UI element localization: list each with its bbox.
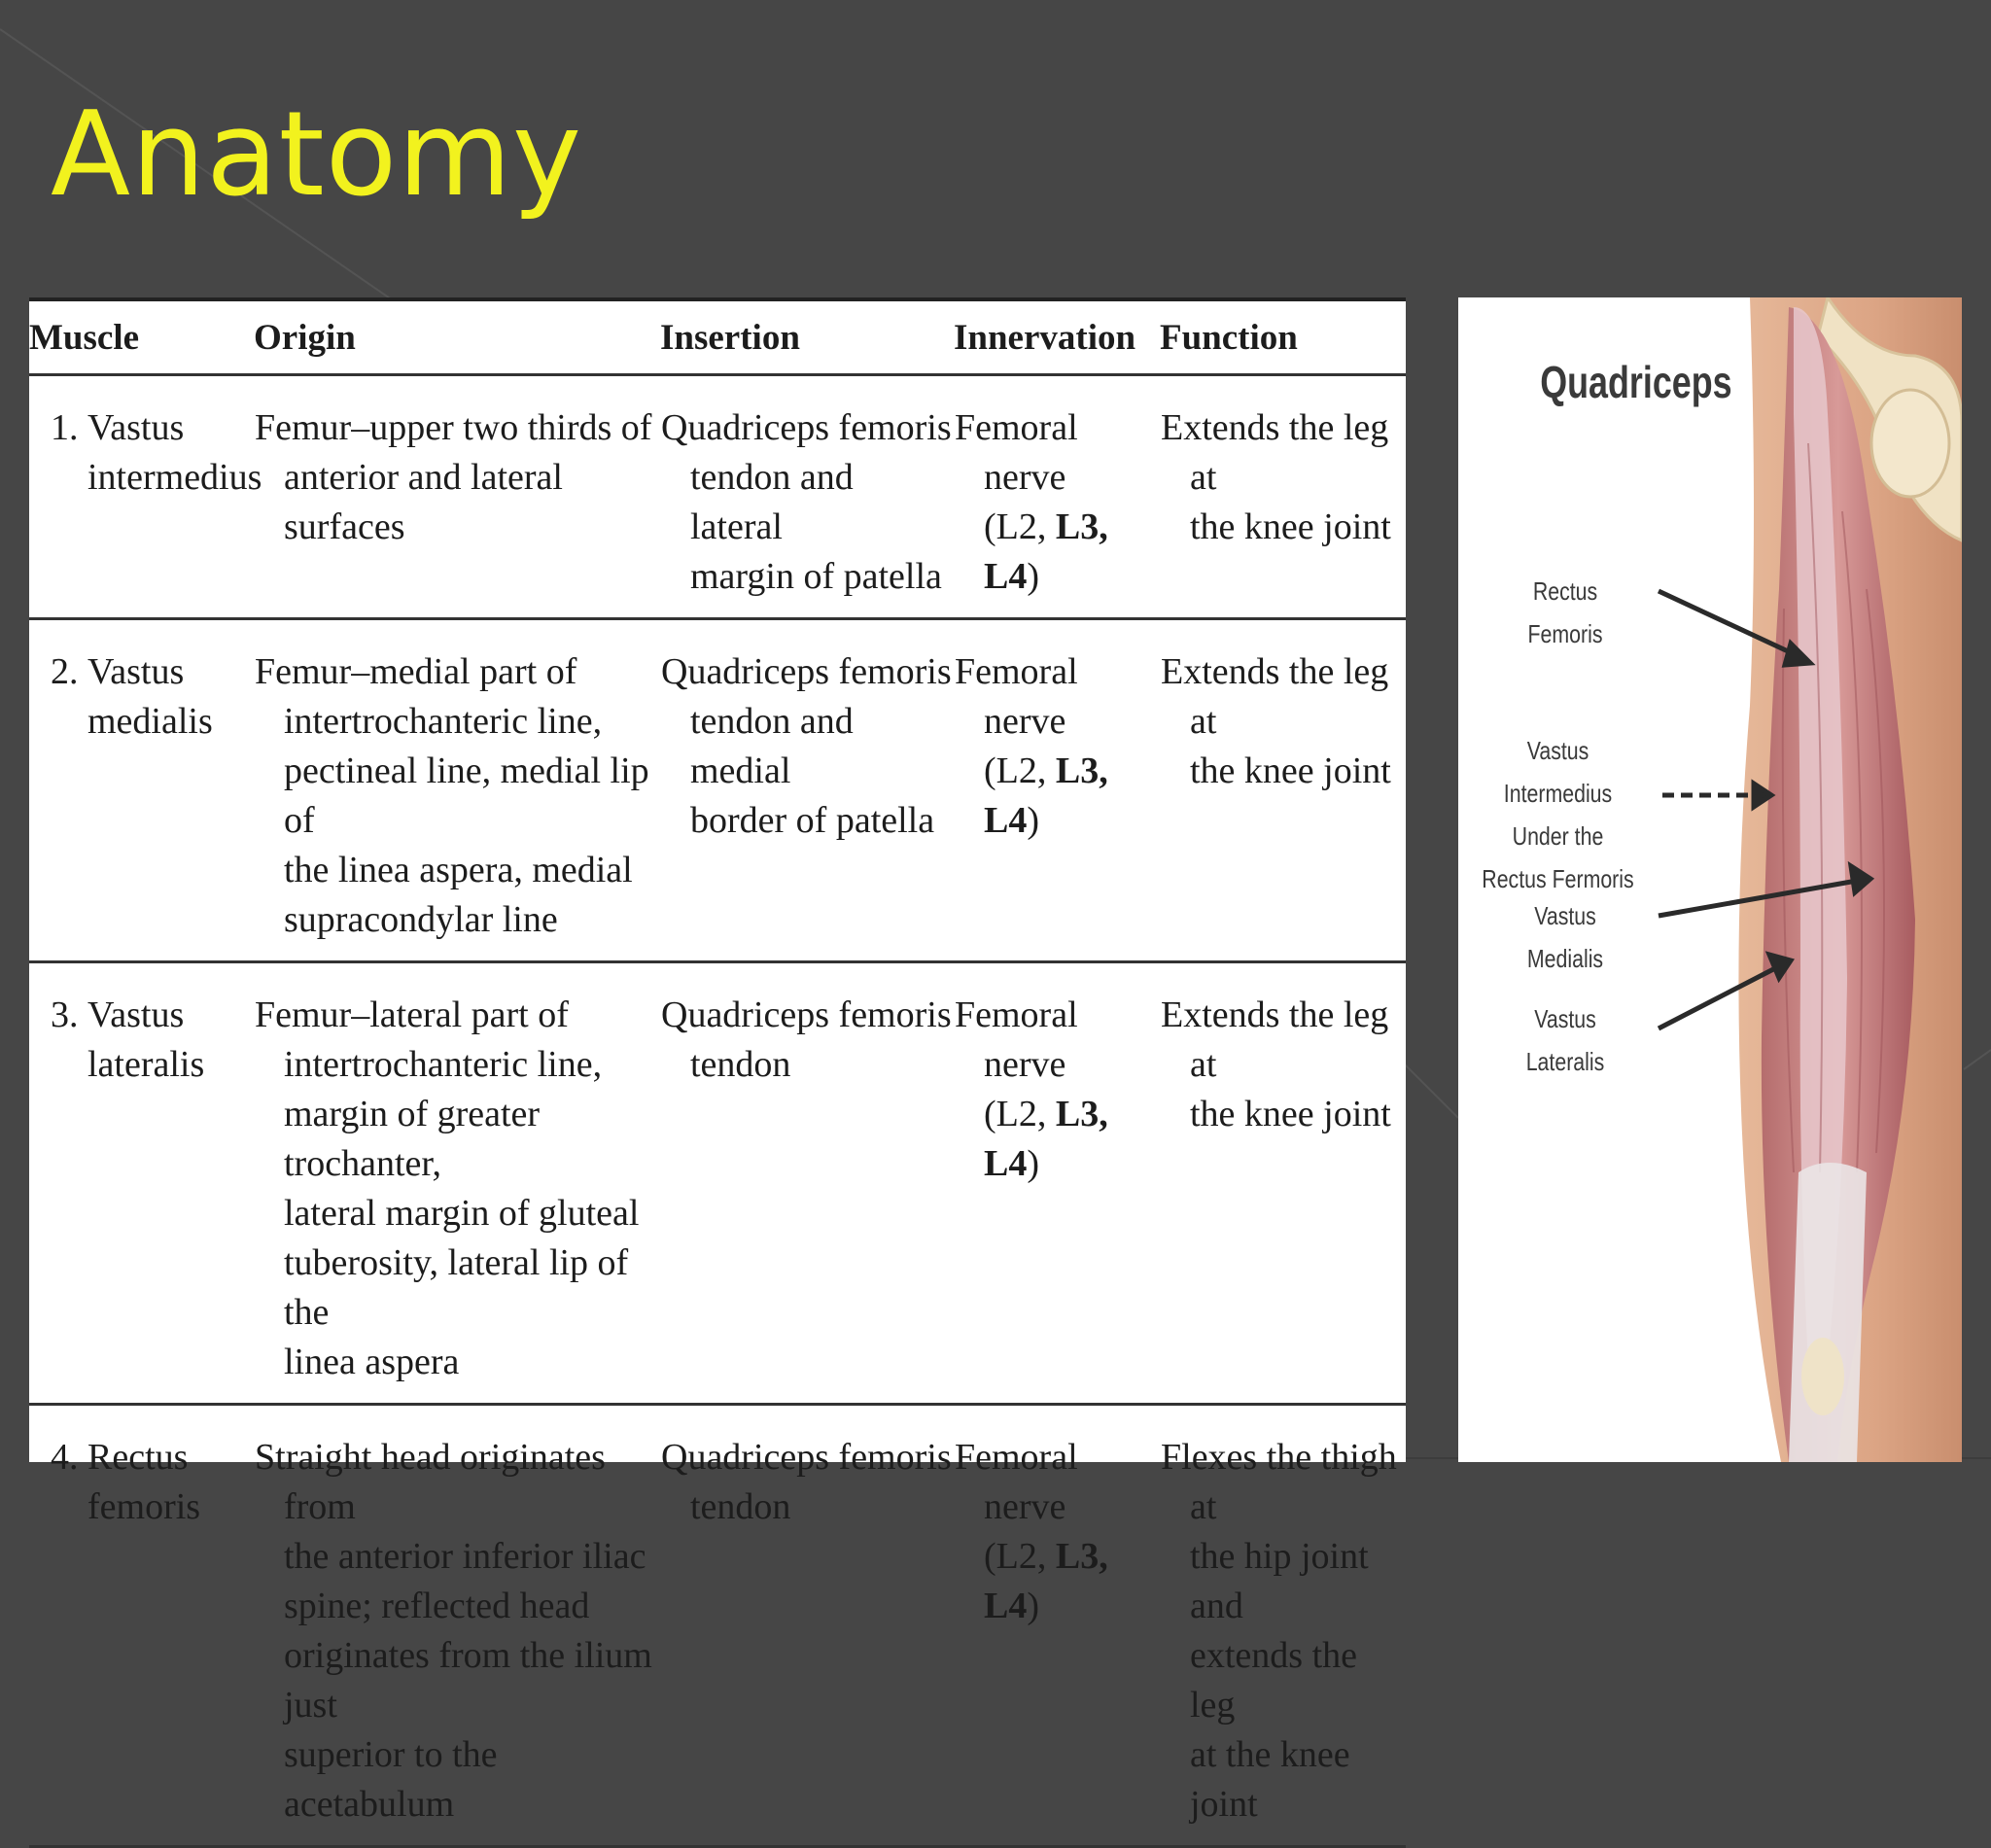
segment-close: )	[1027, 1143, 1040, 1184]
origin-line: supracondylar line	[284, 899, 558, 940]
innervation-segments	[955, 1090, 1159, 1189]
function-cell	[1160, 1405, 1406, 1847]
innervation-segments	[955, 1532, 1159, 1631]
origin-line: superior to the acetabulum	[284, 1734, 498, 1825]
muscle-name: medialis	[87, 701, 213, 742]
origin-line: anterior and lateral surfaces	[284, 457, 563, 547]
figure-title: Quadriceps	[1540, 357, 1732, 407]
label-rectus-femoris: Rectus Femoris	[1527, 576, 1603, 648]
insertion-line: Quadriceps femoris	[661, 651, 952, 692]
origin-line: margin of greater trochanter,	[284, 1094, 541, 1184]
origin-line: pectineal line, medial lip of	[284, 750, 649, 841]
function-line: at the knee joint	[1190, 1734, 1350, 1825]
origin-line: lateral margin of gluteal	[284, 1193, 640, 1234]
muscle-name: Rectus	[87, 1437, 189, 1478]
origin-cell	[254, 619, 660, 962]
segment-close: )	[1027, 1586, 1040, 1626]
insertion-line: border of patella	[690, 800, 935, 841]
segment-l3: L3	[1055, 750, 1100, 791]
innervation-cell	[954, 962, 1160, 1405]
insertion-cell	[660, 962, 954, 1405]
origin-cell	[254, 375, 660, 619]
label-vastus-medialis: Vastus Medialis	[1526, 901, 1604, 973]
origin-line: Straight head originates from	[255, 1437, 606, 1527]
muscle-cell	[29, 962, 254, 1405]
muscle-name: intermedius	[87, 457, 262, 498]
function-line: the hip joint and	[1190, 1536, 1369, 1626]
insertion-line: tendon	[690, 1486, 791, 1527]
insertion-cell	[660, 375, 954, 619]
origin-line: linea aspera	[284, 1342, 460, 1382]
anatomy-table-panel	[29, 297, 1406, 1825]
label-vastus-intermedius-line: Vastus Intermedius	[1503, 736, 1613, 808]
patella	[1801, 1338, 1844, 1415]
quadriceps-tendon	[1789, 1163, 1867, 1462]
insertion-line: Quadriceps femoris	[661, 407, 952, 448]
segment-close: )	[1027, 556, 1040, 597]
origin-line: Femur–medial part of	[255, 651, 577, 692]
innervation-line: Femoral nerve	[955, 651, 1078, 742]
row-number: 1.	[51, 407, 79, 448]
muscle-name: lateralis	[87, 1044, 205, 1085]
table-row	[29, 375, 1406, 619]
origin-cell	[254, 1405, 660, 1847]
segment-sep: ,	[1099, 1536, 1108, 1577]
header-function: Function	[1160, 301, 1406, 375]
segment-close: )	[1027, 800, 1040, 841]
innervation-cell	[954, 619, 1160, 962]
muscle-name: Vastus	[87, 994, 185, 1035]
segment-open: (L2,	[984, 750, 1056, 791]
function-line: Flexes the thigh at	[1161, 1437, 1397, 1527]
insertion-cell	[660, 1405, 954, 1847]
innervation-segments	[955, 747, 1159, 846]
slide-title: Anatomy	[51, 87, 583, 223]
muscle-cell	[29, 619, 254, 962]
origin-line: intertrochanteric line,	[284, 701, 603, 742]
header-origin: Origin	[254, 301, 660, 375]
segment-l4: L4	[984, 800, 1028, 841]
segment-l4: L4	[984, 1586, 1028, 1626]
anatomy-table	[29, 301, 1406, 1848]
function-line: Extends the leg at	[1161, 994, 1389, 1085]
innervation-line: Femoral nerve	[955, 407, 1078, 498]
function-cell	[1160, 619, 1406, 962]
function-line: the knee joint	[1190, 1094, 1391, 1134]
segment-sep: ,	[1099, 1094, 1108, 1134]
insertion-line: Quadriceps femoris	[661, 1437, 952, 1478]
function-cell	[1160, 375, 1406, 619]
origin-line: tuberosity, lateral lip of the	[284, 1242, 629, 1333]
function-line: extends the leg	[1190, 1635, 1358, 1726]
segment-open: (L2,	[984, 506, 1056, 547]
innervation-line: Femoral nerve	[955, 1437, 1078, 1527]
origin-line: spine; reflected head	[284, 1586, 590, 1626]
segment-open: (L2,	[984, 1536, 1056, 1577]
segment-sep: ,	[1099, 506, 1108, 547]
function-line: Extends the leg at	[1161, 407, 1389, 498]
header-muscle: Muscle	[29, 301, 254, 375]
row-number: 4.	[51, 1437, 79, 1478]
label-vastus-lateralis: Vastus Lateralis	[1525, 1004, 1605, 1076]
insertion-line: tendon and medial	[690, 701, 854, 791]
muscle-name: Vastus	[87, 651, 185, 692]
segment-l4: L4	[984, 1143, 1028, 1184]
insertion-line: tendon	[690, 1044, 791, 1085]
insertion-cell	[660, 619, 954, 962]
innervation-cell	[954, 375, 1160, 619]
segment-l4: L4	[984, 556, 1028, 597]
function-cell	[1160, 962, 1406, 1405]
insertion-line: tendon and lateral	[690, 457, 854, 547]
muscle-name: Vastus	[87, 407, 185, 448]
segment-sep: ,	[1099, 750, 1108, 791]
segment-l3: L3	[1055, 1536, 1100, 1577]
table-row	[29, 1405, 1406, 1847]
innervation-line: Femoral nerve	[955, 994, 1078, 1085]
innervation-cell	[954, 1405, 1160, 1847]
origin-line: the linea aspera, medial	[284, 850, 633, 890]
insertion-line: margin of patella	[690, 556, 942, 597]
function-line: Extends the leg at	[1161, 651, 1389, 742]
function-line: the knee joint	[1190, 506, 1391, 547]
segment-open: (L2,	[984, 1094, 1056, 1134]
muscle-cell	[29, 375, 262, 619]
muscle-cell	[29, 1405, 254, 1847]
label-vastus-intermedius-line: Under the	[1512, 821, 1604, 851]
insertion-line: Quadriceps femoris	[661, 994, 952, 1035]
origin-line: originates from the ilium just	[284, 1635, 652, 1726]
femoral-head	[1871, 390, 1949, 497]
origin-line: Femur–upper two thirds of	[255, 407, 652, 448]
quadriceps-figure	[1458, 297, 1962, 1462]
origin-cell	[254, 962, 660, 1405]
row-number: 2.	[51, 651, 79, 692]
origin-line: the anterior inferior iliac	[284, 1536, 646, 1577]
segment-l3: L3	[1055, 506, 1100, 547]
innervation-segments	[955, 503, 1159, 602]
table-header-row	[29, 301, 1406, 375]
function-line: the knee joint	[1190, 750, 1391, 791]
muscle-name: femoris	[87, 1486, 201, 1527]
label-vastus-intermedius-line: Rectus Fermoris	[1482, 864, 1634, 893]
origin-line: intertrochanteric line,	[284, 1044, 603, 1085]
segment-l3: L3	[1055, 1094, 1100, 1134]
origin-line: Femur–lateral part of	[255, 994, 569, 1035]
label-vastus-intermedius	[1476, 729, 1639, 900]
row-number: 3.	[51, 994, 79, 1035]
header-innervation: Innervation	[954, 301, 1160, 375]
table-row	[29, 619, 1406, 962]
header-insertion: Insertion	[660, 301, 954, 375]
table-row	[29, 962, 1406, 1405]
